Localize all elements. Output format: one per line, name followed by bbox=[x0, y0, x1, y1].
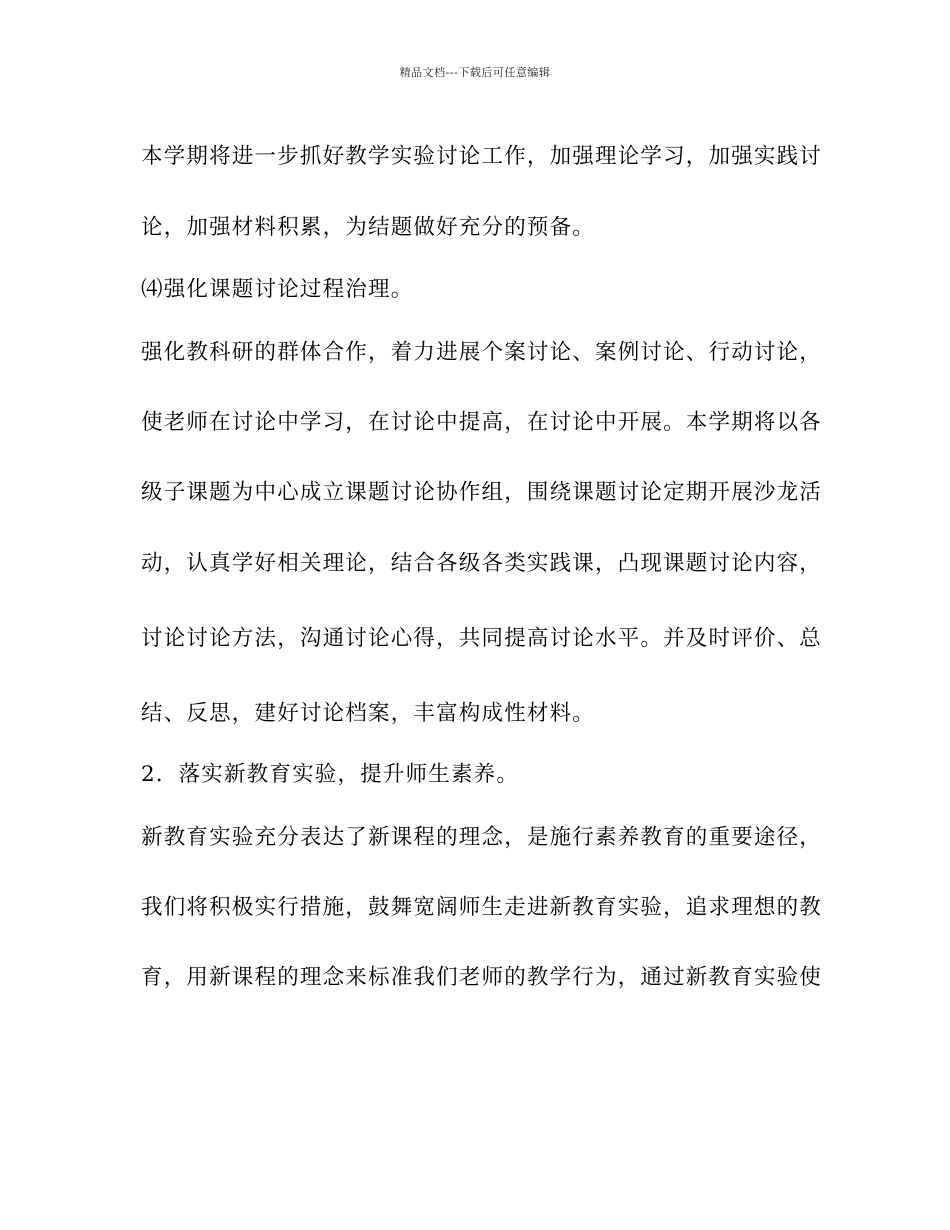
paragraph-line: 论，加强材料积累，为结题做好充分的预备。 bbox=[141, 215, 596, 240]
section-heading: 2．落实新教育实验，提升师生素养。 bbox=[141, 762, 520, 787]
paragraph-line: 新教育实验充分表达了新课程的理念，是施行素养教育的重要途径， bbox=[141, 825, 823, 850]
paragraph-line: 使老师在讨论中学习，在讨论中提高，在讨论中开展。本学期将以各 bbox=[141, 410, 823, 435]
paragraph-line: 强化教科研的群体合作，着力进展个案讨论、案例讨论、行动讨论， bbox=[141, 340, 823, 365]
paragraph-line: 结、反思，建好讨论档案，丰富构成性材料。 bbox=[141, 701, 596, 726]
paragraph-line: 讨论讨论方法，沟通讨论心得，共同提高讨论水平。并及时评价、总 bbox=[141, 626, 823, 651]
paragraph-line: 本学期将进一步抓好教学实验讨论工作，加强理论学习，加强实践讨 bbox=[141, 144, 823, 169]
page-header: 精品文档---下载后可任意编辑 bbox=[399, 66, 551, 79]
section-heading: ⑷强化课题讨论过程治理。 bbox=[141, 277, 414, 302]
paragraph-line: 动，认真学好相关理论，结合各级各类实践课，凸现课题讨论内容， bbox=[141, 551, 823, 576]
paragraph-line: 级子课题为中心成立课题讨论协作组，围绕课题讨论定期开展沙龙活 bbox=[141, 480, 823, 505]
paragraph-line: 育，用新课程的理念来标准我们老师的教学行为，通过新教育实验使 bbox=[141, 965, 823, 990]
paragraph-line: 我们将积极实行措施，鼓舞宽阔师生走进新教育实验，追求理想的教 bbox=[141, 895, 823, 920]
